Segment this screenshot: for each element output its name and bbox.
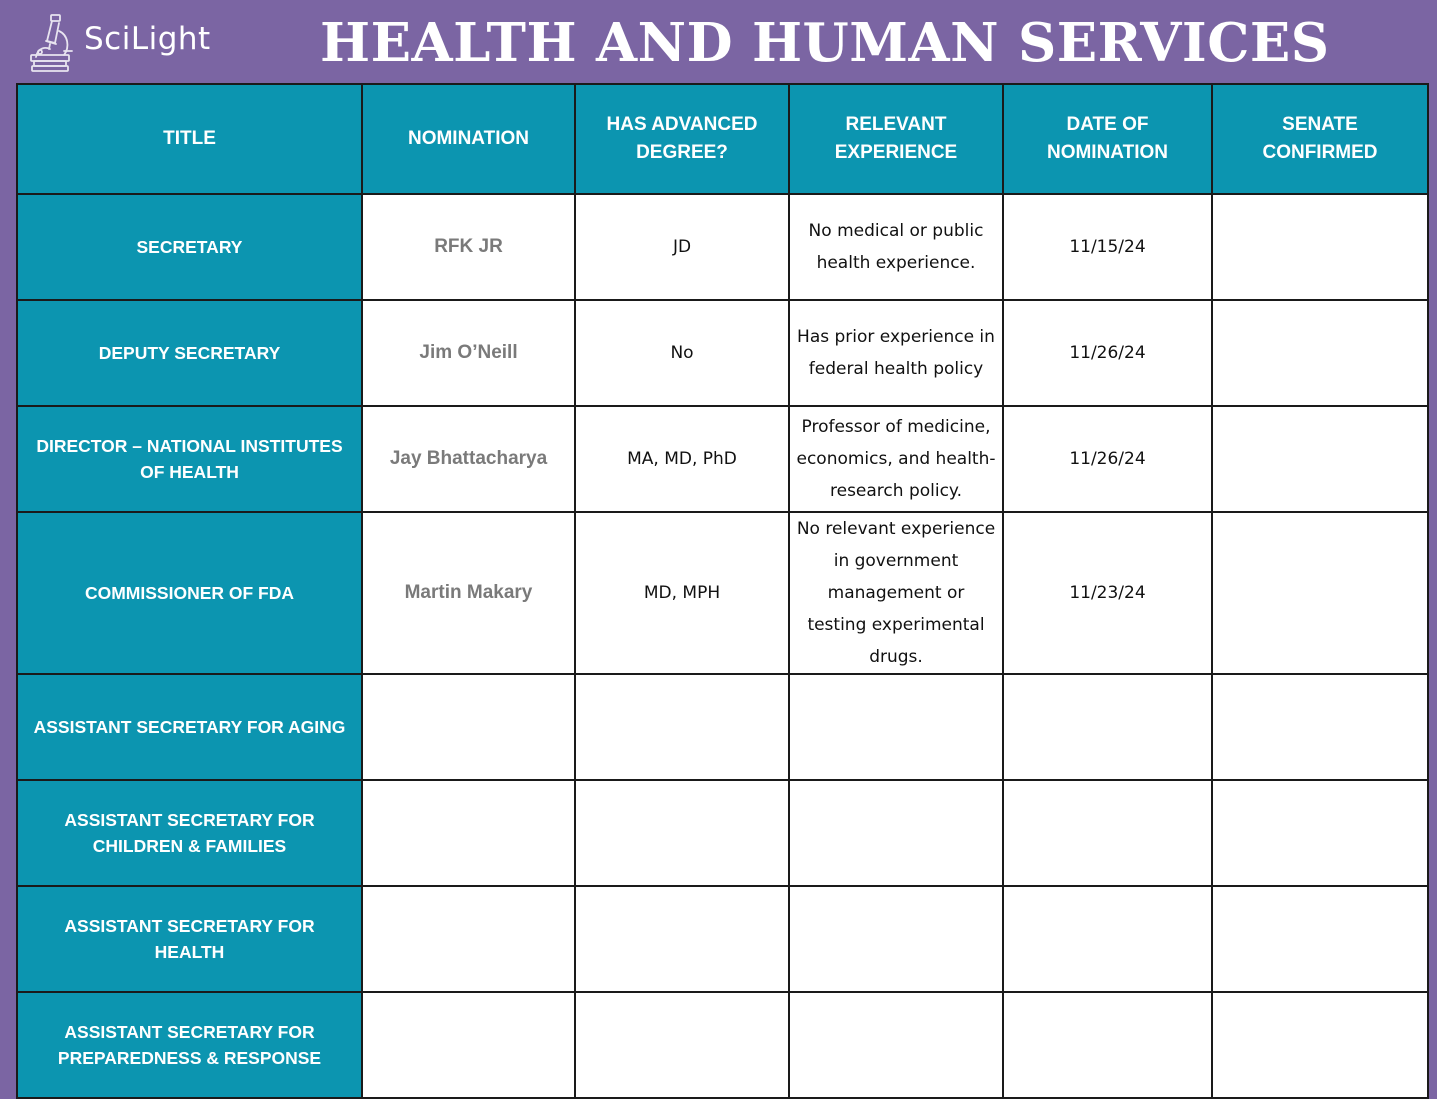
senate-confirmed [1212,674,1428,780]
microscope-icon [28,11,78,73]
table-row [17,780,1428,886]
advanced-degree: MD, MPH [575,512,789,674]
relevant-experience: Professor of medicine, economics, and health-research policy. [789,406,1003,512]
position-title: SECRETARY [17,194,362,300]
position-title: ASSISTANT SECRETARY FOR HEALTH [17,886,362,992]
nomination-date: 11/23/24 [1003,512,1212,674]
nominee-name: Martin Makary [362,512,575,674]
advanced-degree: JD [575,194,789,300]
table-row [17,674,1428,780]
advanced-degree: MA, MD, PhD [575,406,789,512]
nominee-name [362,992,575,1098]
position-title: ASSISTANT SECRETARY FOR CHILDREN & FAMILIES [17,780,362,886]
column-header-relevant-experience: RELEVANT EXPERIENCE [789,84,1003,194]
nominee-name [362,780,575,886]
nomination-date [1003,992,1212,1098]
column-header-nomination: NOMINATION [362,84,575,194]
senate-confirmed [1212,886,1428,992]
nomination-date: 11/15/24 [1003,194,1212,300]
relevant-experience [789,992,1003,1098]
relevant-experience [789,674,1003,780]
page-title: HEALTH AND HUMAN SERVICES [320,12,1330,74]
position-title: DIRECTOR – NATIONAL INSTITUTES OF HEALTH [17,406,362,512]
senate-confirmed [1212,780,1428,886]
position-title: COMMISSIONER OF FDA [17,512,362,674]
nominee-name: Jay Bhattacharya [362,406,575,512]
advanced-degree [575,992,789,1098]
nominee-name [362,886,575,992]
column-header-title: TITLE [17,84,362,194]
nomination-date [1003,674,1212,780]
senate-confirmed [1212,194,1428,300]
position-title: ASSISTANT SECRETARY FOR PREPAREDNESS & RESPONSE [17,992,362,1098]
relevant-experience: No medical or public health experience. [789,194,1003,300]
relevant-experience: Has prior experience in federal health policy [789,300,1003,406]
senate-confirmed [1212,992,1428,1098]
relevant-experience [789,886,1003,992]
nominee-name: RFK JR [362,194,575,300]
nomination-date: 11/26/24 [1003,406,1212,512]
column-header-advanced-degree: HAS ADVANCED DEGREE? [575,84,789,194]
nomination-date [1003,780,1212,886]
brand-name: SciLight [84,21,211,57]
table-header-row [17,84,1428,194]
nomination-date [1003,886,1212,992]
table-row [17,406,1428,512]
nominee-name: Jim O’Neill [362,300,575,406]
nomination-date: 11/26/24 [1003,300,1212,406]
senate-confirmed [1212,406,1428,512]
senate-confirmed [1212,512,1428,674]
brand [28,10,211,74]
relevant-experience: No relevant experience in government management or testing experimental drugs. [789,512,1003,674]
advanced-degree [575,674,789,780]
position-title: DEPUTY SECRETARY [17,300,362,406]
nominee-name [362,674,575,780]
table-row [17,886,1428,992]
position-title: ASSISTANT SECRETARY FOR AGING [17,674,362,780]
relevant-experience [789,780,1003,886]
table-row [17,512,1428,674]
table-row [17,194,1428,300]
table-row [17,992,1428,1098]
advanced-degree [575,780,789,886]
column-header-date-of-nomination: DATE OF NOMINATION [1003,84,1212,194]
advanced-degree: No [575,300,789,406]
senate-confirmed [1212,300,1428,406]
table-row [17,300,1428,406]
advanced-degree [575,886,789,992]
nominations-table [16,83,1429,1099]
column-header-senate-confirmed: SENATE CONFIRMED [1212,84,1428,194]
